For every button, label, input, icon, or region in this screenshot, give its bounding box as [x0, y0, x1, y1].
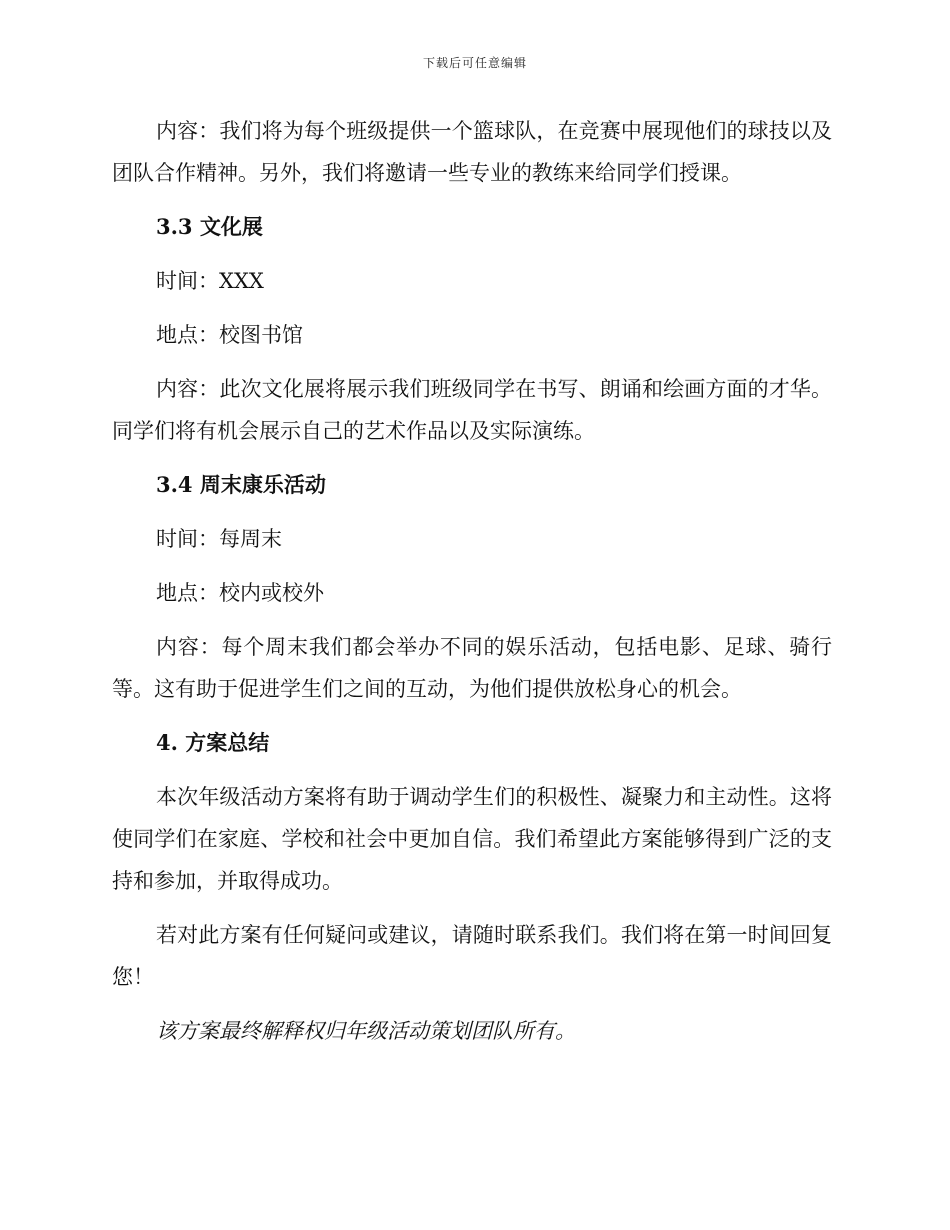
paragraph-basketball-content: 内容：我们将为每个班级提供一个篮球队，在竞赛中展现他们的球技以及团队合作精神。另外，我们将邀请一些专业的教练来给同学们授课。 — [112, 119, 832, 185]
section-3-4-place: 地点：校内或校外 — [156, 581, 324, 605]
section-heading-3-4: 3.4 周末康乐活动 — [156, 472, 326, 497]
final-note: 该方案最终解释权归年级活动策划团队所有。 — [156, 1019, 576, 1043]
section-3-3-place: 地点：校图书馆 — [156, 323, 303, 347]
header-note: 下载后可任意编辑 — [422, 56, 527, 70]
section-heading-4: 4. 方案总结 — [156, 730, 270, 755]
document-body — [112, 110, 832, 1052]
section-3-4-content: 内容：每个周末我们都会举办不同的娱乐活动，包括电影、足球、骑行等。这有助于促进学生们之间的互动，为他们提供放松身心的机会。 — [112, 635, 832, 701]
section-3-3-content: 内容：此次文化展将展示我们班级同学在书写、朗诵和绘画方面的才华。同学们将有机会展示自己的艺术作品以及实际演练。 — [112, 377, 832, 443]
section-heading-3-3: 3.3 文化展 — [156, 214, 263, 239]
contact-paragraph: 若对此方案有任何疑问或建议，请随时联系我们。我们将在第一时间回复您！ — [112, 923, 832, 989]
summary-paragraph: 本次年级活动方案将有助于调动学生们的积极性、凝聚力和主动性。这将使同学们在家庭、学校和社会中更加自信。我们希望此方案能够得到广泛的支持和参加，并取得成功。 — [112, 785, 832, 893]
section-3-4-time: 时间：每周末 — [156, 527, 282, 551]
section-3-3-time: 时间：XXX — [156, 269, 264, 293]
